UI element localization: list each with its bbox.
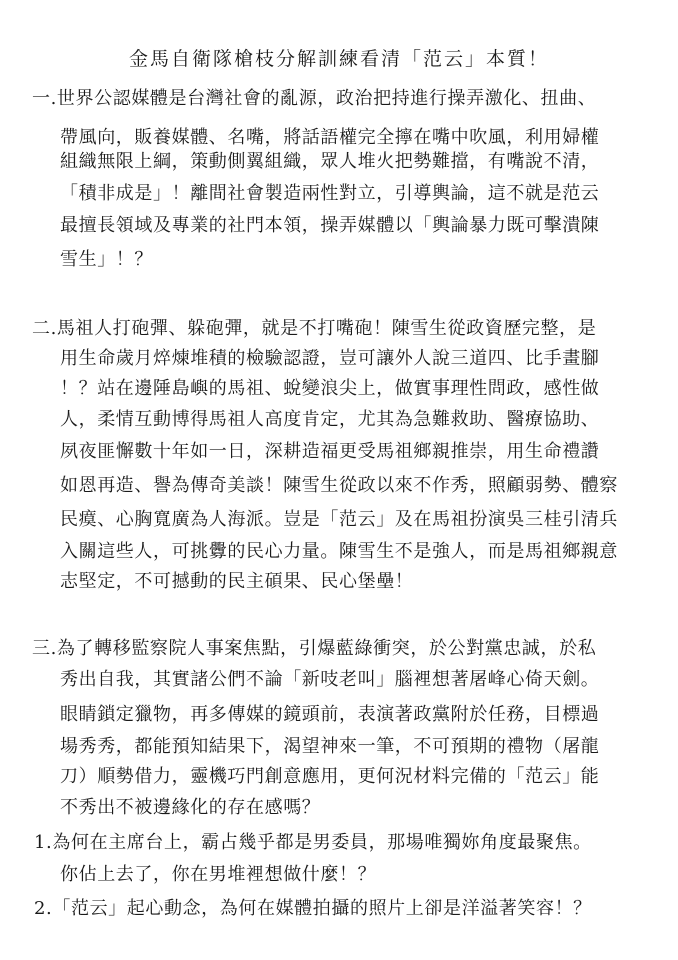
section-2-line-5: 夙夜匪懈數十年如一日，深耕造福更受馬祖鄉親推崇，用生命禮讚	[60, 441, 600, 462]
section-2-line-3: ！？站在邊陲島嶼的馬祖、蛻變浪尖上，做實事理性問政，感性做	[60, 378, 600, 399]
section-3-line-4: 場秀秀，都能預知結果下，渴望神來一筆，不可預期的禮物（屠龍	[60, 736, 600, 757]
section-3-line-3: 眼睛鎖定獵物，再多傳媒的鏡頭前，表演著政黨附於任務，目標過	[60, 704, 600, 725]
section-2-line-9: 志堅定，不可撼動的民主碩果、民心堡壘！	[60, 571, 414, 592]
section-1-line-4: 「積非成是」！離間社會製造兩性對立，引導輿論，這不就是范云	[60, 183, 600, 204]
section-2-line-2: 用生命歲月焠煉堆積的檢驗認證，豈可讓外人說三道四、比手畫腳	[60, 348, 600, 369]
document-title: 金馬自衛隊槍枝分解訓練看清「范云」本質！	[128, 48, 549, 70]
section-3-item-1-line-2: 你佔上去了，你在男堆裡想做什麼！？	[60, 864, 377, 885]
section-1-line-5: 最擅長領域及專業的社門本領，操弄媒體以「輿論暴力既可擊潰陳	[60, 215, 600, 236]
section-2-line-8: 入關這些人，可挑釁的民心力量。陳雪生不是強人，而是馬祖鄉親意	[60, 541, 618, 562]
section-2-line-4: 人，柔情互動博得馬祖人高度肯定，尤其為急難救助、醫療協助、	[60, 409, 600, 430]
section-3-line-1: 三.為了轉移監察院人事案焦點，引爆藍綠衝突，於公對黨忠誠，於私	[32, 638, 597, 659]
section-3-line-6: 不秀出不被邊緣化的存在感嗎？	[60, 797, 321, 818]
section-3-line-2: 秀出自我，其實諸公們不論「新吱老叫」腦裡想著屠峰心倚天劍。	[60, 669, 600, 690]
section-1-line-1: 一.世界公認媒體是台灣社會的亂源，政治把持進行操弄激化、扭曲、	[32, 88, 597, 109]
section-3-item-1-line-1: 1.為何在主席台上，霸占幾乎都是男委員，那場唯獨妳角度最聚焦。	[34, 832, 592, 853]
section-3-item-2-line-1: 2.「范云」起心動念，為何在媒體拍攝的照片上卻是洋溢著笑容！？	[34, 898, 592, 919]
section-3-line-5: 刀）順勢借力，靈機巧門創意應用，更何況材料完備的「范云」能	[60, 766, 600, 787]
section-2-line-7: 民瘼、心胸寬廣為人海派。豈是「范云」及在馬祖扮演吳三桂引清兵	[60, 509, 618, 530]
section-2-line-6: 如恩再造、譽為傳奇美談！陳雪生從政以來不作秀，照顧弱勢、體察	[60, 475, 618, 496]
section-1-line-3: 組織無限上綱，策動側翼組織，眾人堆火把勢難擋，有嘴說不清，	[60, 151, 600, 172]
section-1-line-2: 帶風向，販養媒體、名嘴，將話語權完全擰在嘴中吹風，利用婦權	[60, 127, 600, 148]
section-2-line-1: 二.馬祖人打砲彈、躲砲彈，就是不打嘴砲！陳雪生從政資歷完整，是	[32, 318, 597, 339]
section-1-line-6: 雪生」！？	[60, 249, 153, 270]
